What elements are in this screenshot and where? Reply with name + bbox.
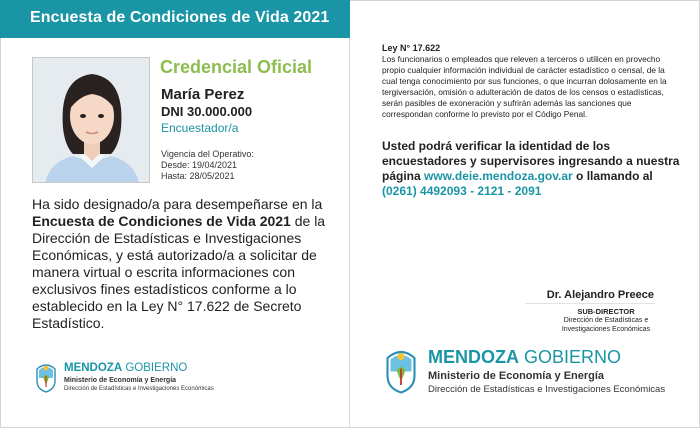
designation-text-part2: de la Dirección de Estadísticas e Investigaciones Económicas, y está autorizado/a a solicitar de manera virtual o escrita informaciones con exclusivos fines estadísticos conforme a lo establecido en la Ley N° 17.622 de Secreto Estadístico. <box>32 213 326 331</box>
validity-from: Desde: 19/04/2021 <box>161 160 238 170</box>
verify-text <box>382 139 682 199</box>
logo-direction: Dirección de Estadísticas e Investigaciones Económicas <box>64 386 214 392</box>
signer-org: Dirección de Estadísticas e Investigaciones Económicas <box>561 317 651 333</box>
designation-text-part1: Ha sido designado/a para desempeñarse en la <box>32 196 323 212</box>
logo-brand: MENDOZA GOBIERNO <box>64 362 188 374</box>
logo-ministry: Ministerio de Economía y Energía <box>428 370 605 382</box>
phone-numbers: (0261) 4492093 - 2121 - 2091 <box>382 184 542 198</box>
law-title: Ley N° 17.622 <box>382 43 441 53</box>
law-text: Los funcionarios o empleados que releven a terceros o utilicen en provecho propio cualquier información individual de carácter estadístico o censal, de la cual tenga conocimiento por sus funciones, o que incurran dolosamente en la tergiversación, omisión o adulteración de datos de los censos o estadísticas, serán pasibles de exoneración y sufrirán además las sanciones que correspondan conforme lo previsto por el Código Penal. <box>382 54 667 119</box>
website-link[interactable]: www.deie.mendoza.gov.ar <box>424 169 573 183</box>
survey-title: Encuesta de Condiciones de Vida 2021 <box>30 9 330 26</box>
validity-to: Hasta: 28/05/2021 <box>161 171 235 181</box>
signer-name: Dr. Alejandro Preece <box>546 289 654 301</box>
credential-title: Credencial Oficial <box>160 57 313 77</box>
holder-dni: DNI 30.000.000 <box>161 104 253 119</box>
designation-survey-name: Encuesta de Condiciones de Vida 2021 <box>32 213 291 229</box>
mendoza-shield-icon <box>34 361 58 393</box>
fold-divider <box>349 0 350 428</box>
logo-ministry: Ministerio de Economía y Energía <box>64 377 177 384</box>
designation-text <box>32 196 340 332</box>
validity-label: Vigencia del Operativo: <box>161 149 254 159</box>
validity-block <box>161 149 254 182</box>
logo-brand: MENDOZA GOBIERNO <box>428 347 622 367</box>
signer-title: SUB-DIRECTOR <box>577 307 635 316</box>
mendoza-shield-icon <box>383 346 419 394</box>
header-bar <box>0 0 350 38</box>
profile-photo <box>32 57 150 183</box>
verify-middle: o llamando al <box>572 169 653 183</box>
holder-name: María Perez <box>161 86 245 103</box>
logo-direction: Dirección de Estadísticas e Investigaciones Económicas <box>428 384 666 395</box>
signature-line <box>525 303 655 304</box>
verify-intro: Usted podrá verificar la identidad de los encuestadores y supervisores ingresando a nuestra página <box>382 139 680 183</box>
holder-role: Encuestador/a <box>161 121 239 135</box>
